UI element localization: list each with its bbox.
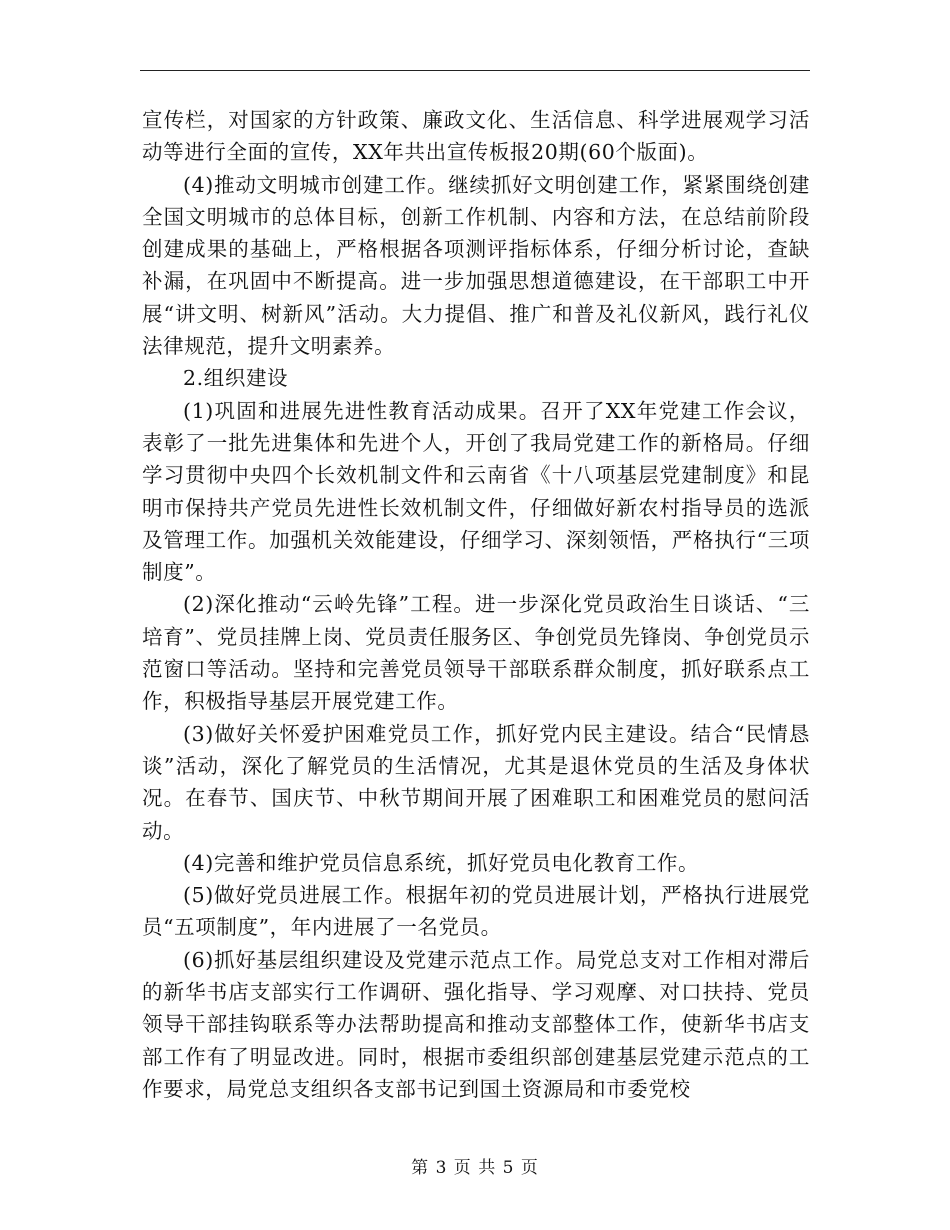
paragraph-item-2: (2)深化推动“云岭先锋”工程。进一步深化党员政治生日谈话、“三培育”、党员挂牌上岗、党员责任服务区、争创党员先锋岗、争创党员示范窗口等活动。坚持和完善党员领导干部联系群众制度，抓好联系点工作，积极指导基层开展党建工作。 (142, 592, 810, 714)
paragraph-civilized-city: (4)推动文明城市创建工作。继续抓好文明创建工作，紧紧围绕创建全国文明城市的总体目标，创新工作机制、内容和方法，在总结前阶段创建成果的基础上，严格根据各项测评指标体系，仔细分析讨论，查缺补漏，在巩固中不断提高。进一步加强思想道德建设，在干部职工中开展“讲文明、树新风”活动。大力提倡、推广和普及礼仪新风，践行礼仪法律规范，提升文明素养。 (142, 172, 810, 359)
paragraph-continuation: 宣传栏，对国家的方针政策、廉政文化、生活信息、科学进展观学习活动等进行全面的宣传，XX年共出宣传板报20期(60个版面)。 (142, 108, 810, 165)
paragraph-item-3: (3)做好关怀爱护困难党员工作，抓好党内民主建设。结合“民情恳谈”活动，深化了解党员的生活情况，尤其是退休党员的生活及身体状况。在春节、国庆节、中秋节期间开展了困难职工和困难党员的慰问活动。 (142, 721, 810, 843)
paragraph-item-5: (5)做好党员进展工作。根据年初的党员进展计划，严格执行进展党员“五项制度”，年内进展了一名党员。 (142, 883, 810, 940)
paragraph-item-6: (6)抓好基层组织建设及党建示范点工作。局党总支对工作相对滞后的新华书店支部实行工作调研、强化指导、学习观摩、对口扶持、党员领导干部挂钩联系等办法帮助提高和推动支部整体工作，使新华书店支部工作有了明显改进。同时，根据市委组织部创建基层党建示范点的工作要求，局党总支组织各支部书记到国土资源局和市委党校 (142, 947, 810, 1101)
section-heading-organization: 2.组织建设 (183, 366, 289, 391)
paragraph-item-4: (4)完善和维护党员信息系统，抓好党员电化教育工作。 (183, 850, 700, 875)
paragraph-item-1: (1)巩固和进展先进性教育活动成果。召开了XX年党建工作会议，表彰了一批先进集体和先进个人，开创了我局党建工作的新格局。仔细学习贯彻中央四个长效机制文件和云南省《十八项基层党建制度》和昆明市保持共产党员先进性长效机制文件，仔细做好新农村指导员的选派及管理工作。加强机关效能建设，仔细学习、深刻领悟，严格执行“三项制度”。 (142, 398, 810, 585)
header-rule (140, 70, 810, 71)
document-body (142, 104, 810, 1105)
page-number-footer: 第 3 页 共 5 页 (411, 1158, 539, 1178)
